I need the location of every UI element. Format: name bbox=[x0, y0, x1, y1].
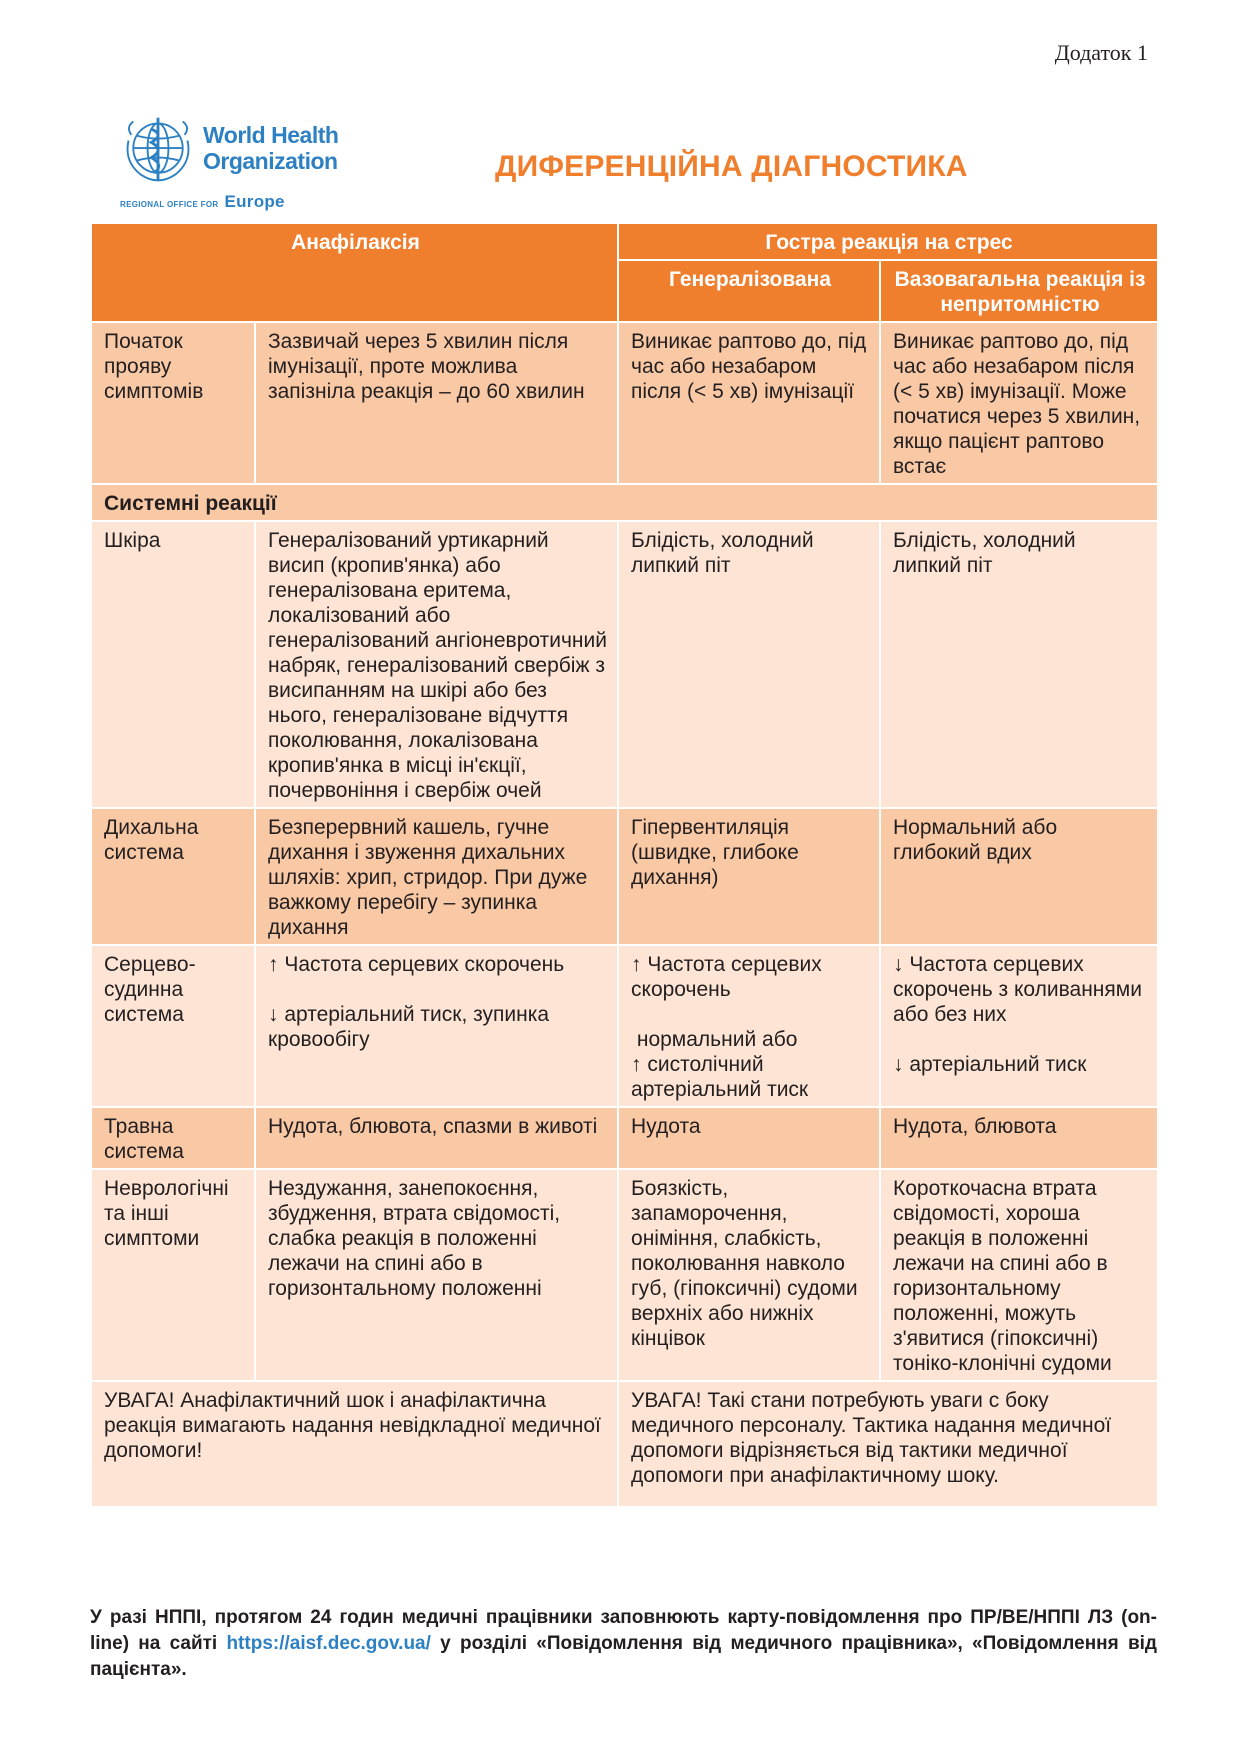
page-title: ДИФЕРЕНЦІЙНА ДІАГНОСТИКА bbox=[495, 150, 968, 183]
row-label-cardio: Серцево-судинна система bbox=[91, 945, 255, 1107]
table-row bbox=[91, 945, 1158, 1107]
cell-neuro-generalized: Боязкість, запаморочення, оніміння, слабкість, поколювання навколо губ, (гіпоксичні) судоми верхніх або нижніх кінцівок bbox=[618, 1169, 880, 1381]
warning-anaphylaxis: УВАГА! Анафілактичний шок і анафілактична реакція вимагають надання невідкладної медичної допомоги! bbox=[91, 1381, 618, 1507]
table-row bbox=[91, 1169, 1158, 1381]
cell-cardio-anaphylaxis: ↑ Частота серцевих скорочень ↓ артеріальний тиск, зупинка кровообігу bbox=[255, 945, 618, 1107]
header-acute-stress: Гостра реакція на стрес bbox=[618, 223, 1158, 260]
warning-stress: УВАГА! Такі стани потребують уваги с боку медичного персоналу. Тактика надання медичної допомоги відрізняється від тактики медичної допомоги при анафілактичному шоку. bbox=[618, 1381, 1158, 1507]
cell-respiratory-vasovagal: Нормальний або глибокий вдих bbox=[880, 808, 1158, 945]
cell-digestive-anaphylaxis: Нудота, блювота, спазми в животі bbox=[255, 1107, 618, 1169]
who-logo bbox=[120, 112, 342, 211]
cell-skin-anaphylaxis: Генералізований уртикарний висип (кропив'янка) або генералізована еритема, локалізований або генералізований ангіоневротичний набряк, генералізований свербіж з висипанням на шкірі або без нього, генералізоване відчуття поколювання, локалізована кропив'янка в місці ін'єкції, почервоніння і свербіж очей bbox=[255, 521, 618, 808]
cell-digestive-vasovagal: Нудота, блювота bbox=[880, 1107, 1158, 1169]
cell-onset-vasovagal: Виникає раптово до, під час або незабаром після (< 5 хв) імунізації. Може початися через 5 хвилин, якщо пацієнт раптово встає bbox=[880, 322, 1158, 484]
row-label-respiratory: Дихальна система bbox=[91, 808, 255, 945]
cell-onset-anaphylaxis: Зазвичай через 5 хвилин після імунізації, проте можлива запізніла реакція – до 60 хвилин bbox=[255, 322, 618, 484]
who-name: World Health Organization bbox=[203, 122, 339, 174]
cell-neuro-anaphylaxis: Нездужання, занепокоєння, збудження, втрата свідомості, слабка реакція в положенні лежачи на спині або в горизонтальному положенні bbox=[255, 1169, 618, 1381]
cell-onset-generalized: Виникає раптово до, під час або незабаром після (< 5 хв) імунізації bbox=[618, 322, 880, 484]
row-label-neuro: Неврологічні та інші симптоми bbox=[91, 1169, 255, 1381]
reporting-note: У разі НППІ, протягом 24 годин медичні працівники заповнюють карту-повідомлення про ПР/ВЕ/НППІ ЛЗ (on-line) на сайті https://aisf.dec.gov.ua/ у розділі «Повідомлення від медичного працівника», «Повідомлення від пацієнта». bbox=[90, 1607, 1157, 1680]
cell-digestive-generalized: Нудота bbox=[618, 1107, 880, 1169]
table-row bbox=[91, 808, 1158, 945]
table-row bbox=[91, 1107, 1158, 1169]
table-section-row bbox=[91, 484, 1158, 521]
header-generalized: Генералізована bbox=[618, 260, 880, 322]
cell-respiratory-anaphylaxis: Безперервний кашель, гучне дихання і звуження дихальних шляхів: хрип, стридор. При дуже важкому перебігу – зупинка дихання bbox=[255, 808, 618, 945]
cell-skin-generalized: Блідість, холодний липкий піт bbox=[618, 521, 880, 808]
cell-neuro-vasovagal: Короткочасна втрата свідомості, хороша реакція в положенні лежачи на спині або в горизонтальному положенні, можуть з'явитися (гіпоксичні) тоніко-клонічні судоми bbox=[880, 1169, 1158, 1381]
cell-cardio-vasovagal: ↓ Частота серцевих скорочень з коливаннями або без них ↓ артеріальний тиск bbox=[880, 945, 1158, 1107]
table-row bbox=[91, 322, 1158, 484]
differential-diagnosis-table bbox=[90, 222, 1159, 1508]
aisf-link[interactable]: https://aisf.dec.gov.ua/ bbox=[226, 1633, 431, 1654]
table-row bbox=[91, 521, 1158, 808]
section-systemic-reactions: Системні реакції bbox=[91, 484, 1158, 521]
row-label-onset: Початок прояву симптомів bbox=[91, 322, 255, 484]
cell-skin-vasovagal: Блідість, холодний липкий піт bbox=[880, 521, 1158, 808]
appendix-label: Додаток 1 bbox=[1054, 40, 1148, 65]
header-vasovagal: Вазовагальна реакція із непритомністю bbox=[880, 260, 1158, 322]
table-warning-row bbox=[91, 1381, 1158, 1507]
table-header-row bbox=[91, 223, 1158, 260]
header-anaphylaxis: Анафілаксія bbox=[91, 223, 618, 322]
cell-respiratory-generalized: Гіпервентиляція (швидке, глибоке дихання) bbox=[618, 808, 880, 945]
cell-cardio-generalized: ↑ Частота серцевих скорочень нормальний або ↑ систолічний артеріальний тиск bbox=[618, 945, 880, 1107]
who-regional-label: REGIONAL OFFICE FOR Europe bbox=[120, 192, 285, 211]
row-label-skin: Шкіра bbox=[91, 521, 255, 808]
who-emblem-icon bbox=[120, 112, 196, 188]
row-label-digestive: Травна система bbox=[91, 1107, 255, 1169]
